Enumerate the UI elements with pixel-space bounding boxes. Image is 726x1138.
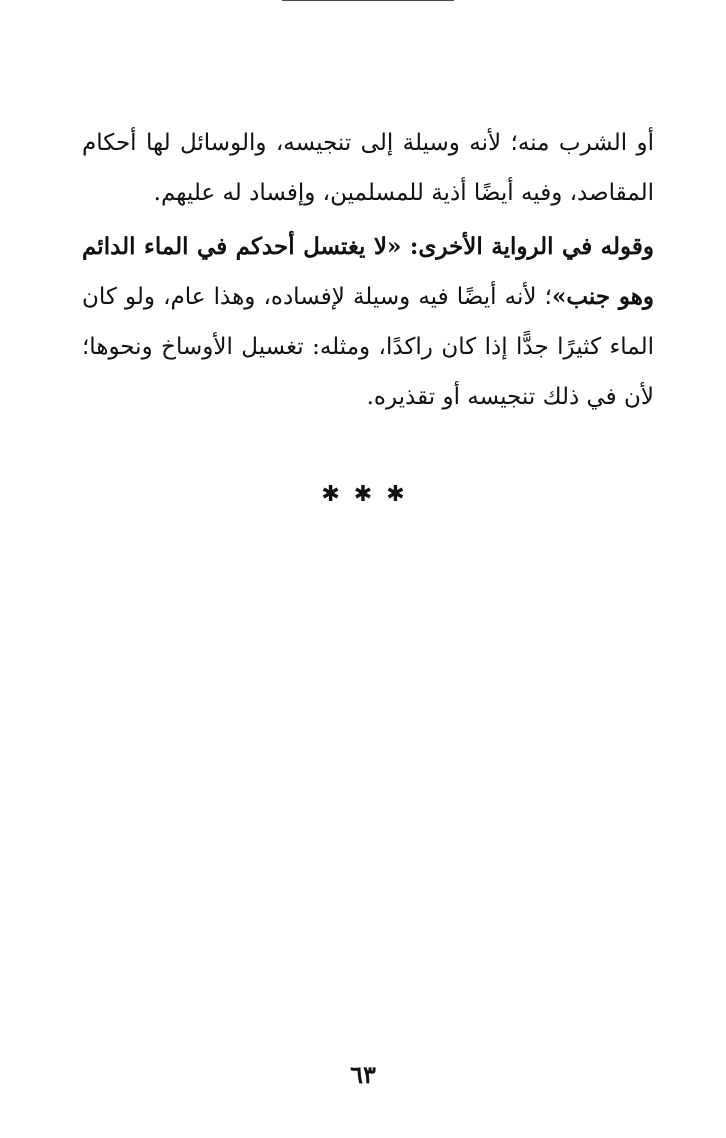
page-number: ٦٣ [350, 1060, 376, 1089]
text-line [82, 168, 654, 218]
bold-text-run: وهو جنب» [551, 283, 655, 310]
paragraph [82, 118, 654, 218]
text-line [82, 372, 654, 422]
text-run: المقاصد، وفيه أيضًا أذية للمسلمين، وإفساد له عليهم. [153, 180, 654, 206]
text-run: لأن في ذلك تنجيسه أو تقذيره. [366, 384, 654, 410]
bold-text-run: وقوله في الرواية الأخرى: «لا يغتسل أحدكم في الماء الدائم [82, 233, 654, 260]
top-rule [282, 0, 454, 1]
page-body [82, 118, 654, 422]
text-run: الماء كثيرًا جدًّا إذا كان راكدًا، ومثله: تغسيل الأوساخ ونحوها؛ [82, 334, 654, 360]
section-separator: ✱✱✱ [321, 482, 419, 507]
paragraph [82, 222, 654, 422]
text-run: ؛ لأنه أيضًا فيه وسيلة لإفساده، وهذا عام، ولو كان [82, 284, 552, 310]
text-line [82, 322, 654, 372]
text-line [82, 272, 654, 322]
text-line [82, 118, 654, 168]
text-line [82, 222, 654, 272]
text-run: أو الشرب منه؛ لأنه وسيلة إلى تنجيسه، والوسائل لها أحكام [82, 130, 654, 156]
